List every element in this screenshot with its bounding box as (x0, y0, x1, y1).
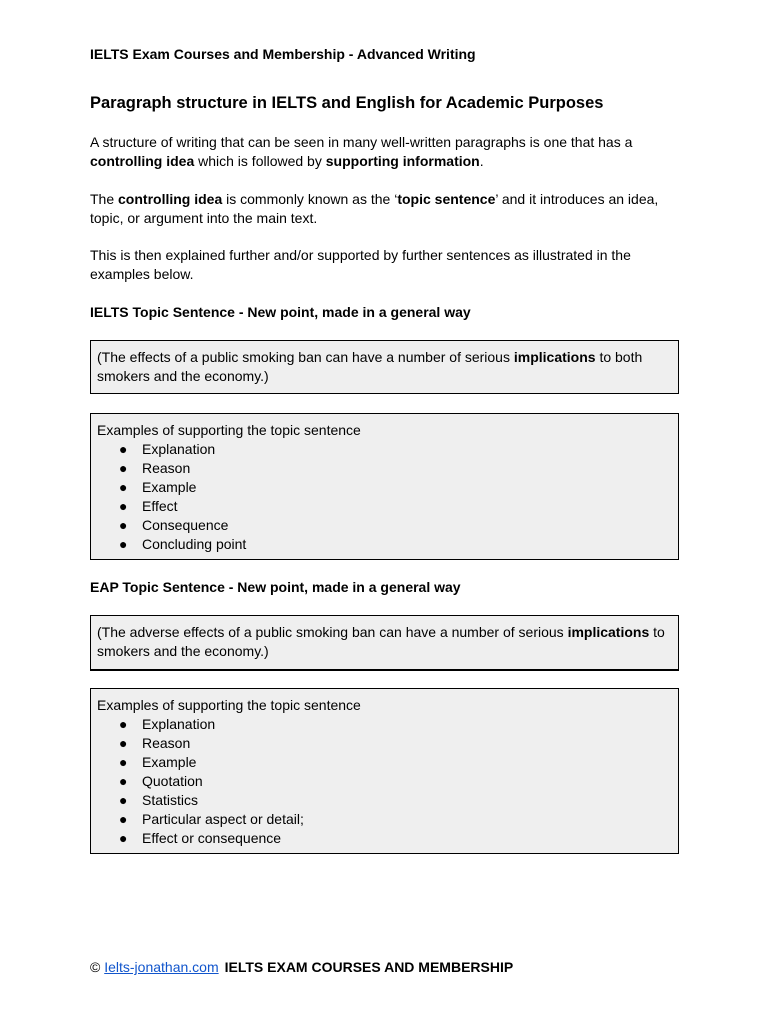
eap-examples-list (97, 715, 672, 848)
eap-topic-sentence-box (90, 615, 679, 671)
text-run: to both smokers and the economy.) (97, 349, 643, 384)
text-run: . (479, 153, 484, 169)
bullet-icon: ● (119, 754, 128, 770)
list-item-label: Effect (142, 498, 178, 514)
ielts-examples-list (97, 440, 672, 554)
list-item (97, 459, 672, 478)
ielts-examples-box (90, 413, 679, 560)
text-run: (The adverse effects of a public smoking ban can have a number of serious (97, 624, 568, 640)
ielts-topic-sentence-box (90, 340, 679, 394)
bold-text: topic sentence (397, 191, 496, 207)
list-item-label: Example (142, 754, 197, 770)
eap-section-heading: EAP Topic Sentence - New point, made in a general way (90, 579, 461, 595)
intro-paragraph (90, 133, 680, 171)
bullet-icon: ● (119, 517, 128, 533)
bullet-icon: ● (119, 498, 128, 514)
bullet-icon: ● (119, 441, 128, 457)
list-item (97, 535, 672, 554)
bullet-icon: ● (119, 773, 128, 789)
text-run: (The effects of a public smoking ban can have a number of serious (97, 349, 514, 365)
list-item (97, 791, 672, 810)
page-header: IELTS Exam Courses and Membership - Advanced Writing (90, 46, 476, 62)
list-item (97, 810, 672, 829)
bullet-icon: ● (119, 716, 128, 732)
list-item-label: Reason (142, 460, 191, 476)
bullet-icon: ● (119, 536, 128, 552)
list-item (97, 516, 672, 535)
text-run: which is followed by (194, 153, 326, 169)
text-run: A structure of writing that can be seen in many well-written paragraphs is one that has a (90, 134, 633, 150)
bold-text: controlling idea (90, 153, 195, 169)
bullet-icon: ● (119, 792, 128, 808)
bullet-icon: ● (119, 735, 128, 751)
text-run: is commonly known as the ‘ (222, 191, 398, 207)
copyright-symbol: © (90, 959, 101, 975)
controlling-idea-paragraph (90, 190, 680, 228)
text-run: ’ and it introduces an idea, topic, or argument into the main text. (90, 191, 659, 226)
list-item (97, 497, 672, 516)
ielts-section-heading: IELTS Topic Sentence - New point, made in a general way (90, 304, 471, 320)
list-item-label: Concluding point (142, 536, 247, 552)
list-item (97, 715, 672, 734)
list-item (97, 829, 672, 848)
list-item (97, 440, 672, 459)
list-item-label: Consequence (142, 517, 229, 533)
list-item (97, 753, 672, 772)
footer-brand: IELTS EXAM COURSES AND MEMBERSHIP (224, 959, 514, 975)
list-item-label: Particular aspect or detail; (142, 811, 304, 827)
page-title: Paragraph structure in IELTS and English for Academic Purposes (90, 94, 604, 112)
bullet-icon: ● (119, 460, 128, 476)
bullet-icon: ● (119, 830, 128, 846)
text-run: to smokers and the economy.) (97, 624, 665, 659)
list-item-label: Quotation (142, 773, 203, 789)
text-run: The (90, 191, 119, 207)
explanation-paragraph: This is then explained further and/or supported by further sentences as illustrated in the examples below. (90, 247, 631, 282)
list-item-label: Example (142, 479, 197, 495)
bold-text: implications (513, 349, 596, 365)
list-item (97, 772, 672, 791)
list-item (97, 478, 672, 497)
list-item-label: Reason (142, 735, 191, 751)
bullet-icon: ● (119, 479, 128, 495)
list-item (97, 734, 672, 753)
bold-text: implications (567, 624, 650, 640)
list-item-label: Explanation (142, 441, 216, 457)
bold-text: controlling idea (118, 191, 223, 207)
list-item-label: Effect or consequence (142, 830, 282, 846)
bullet-icon: ● (119, 811, 128, 827)
bold-text: supporting information (325, 153, 480, 169)
eap-examples-box (90, 688, 679, 854)
page-footer (90, 958, 513, 977)
site-link[interactable]: Ielts-jonathan.com (104, 959, 219, 975)
examples-title: Examples of supporting the topic sentence (97, 422, 361, 438)
list-item-label: Statistics (142, 792, 199, 808)
examples-title: Examples of supporting the topic sentence (97, 697, 361, 713)
list-item-label: Explanation (142, 716, 216, 732)
